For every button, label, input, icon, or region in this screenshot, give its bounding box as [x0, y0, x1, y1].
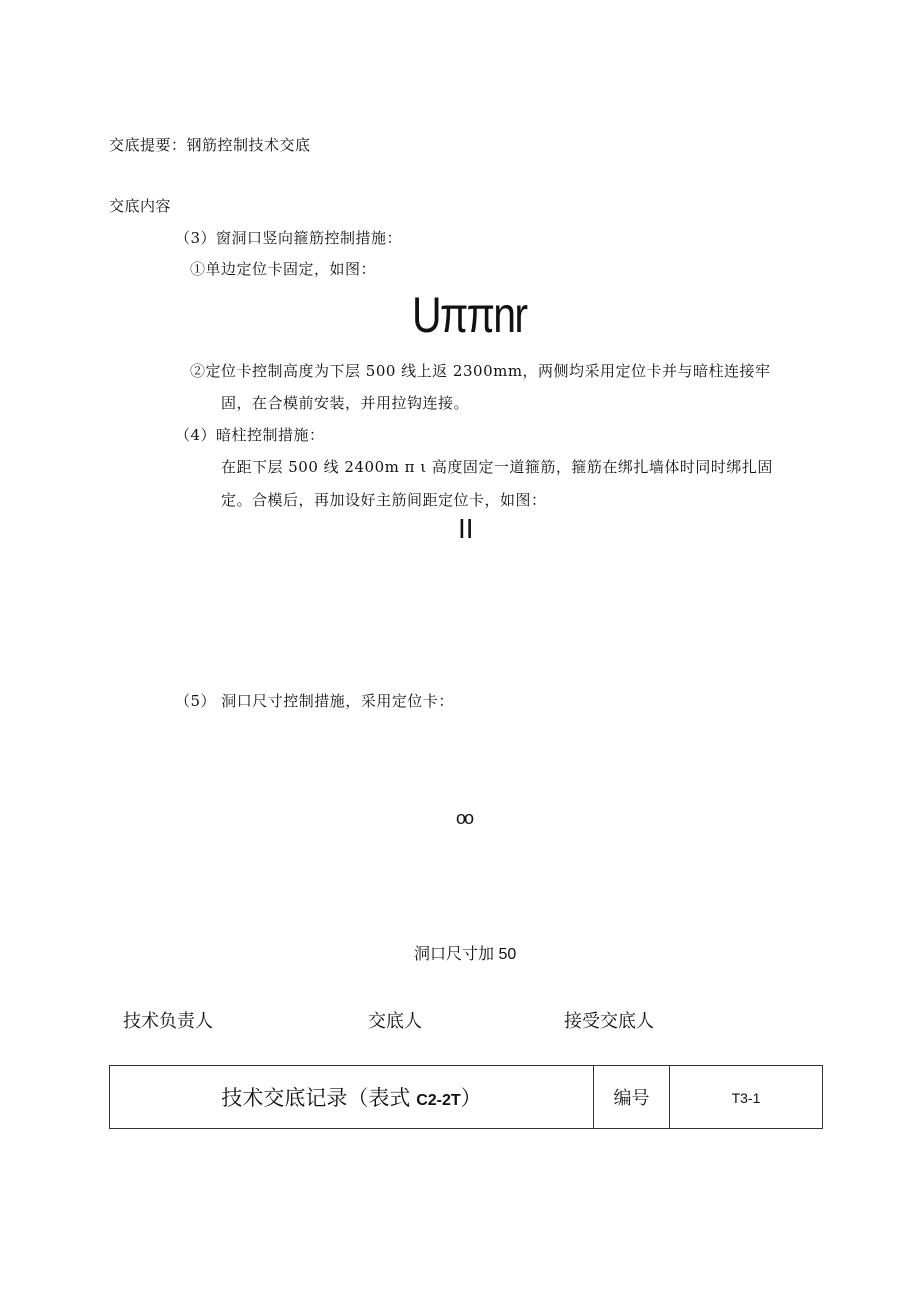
signature-presenter: 交底人: [368, 1011, 422, 1031]
section-3-item-2-line-2: 固，在合模前安装，并用拉钩连接。: [221, 394, 470, 412]
column-spacing-figure: II: [458, 513, 474, 544]
record-title-prefix: 技术交底记录（表式: [221, 1087, 417, 1110]
section-4-line-1: 在距下层 500 线 2400m π ι 高度固定一道箍筋，箍筋在绑扎墙体时同时绑扎固: [221, 458, 773, 476]
section-5-heading: （5） 洞口尺寸控制措施，采用定位卡：: [175, 692, 454, 710]
section-3-item-1: ①单边定位卡固定，如图：: [190, 260, 377, 278]
record-number-label: 编号: [613, 1088, 650, 1108]
disclosure-content-label: 交底内容: [109, 197, 172, 215]
section-3-heading: （3）窗洞口竖向箍筋控制措施：: [175, 229, 403, 247]
record-title-code: C2-2T: [416, 1092, 461, 1109]
record-header-table: [109, 1065, 823, 1129]
record-number-value-cell: [670, 1066, 823, 1129]
section-4-heading: （4）暗柱控制措施：: [175, 426, 325, 444]
opening-size-caption: 洞口尺寸加 50: [414, 946, 517, 963]
record-title-cell: [110, 1066, 594, 1129]
positioning-card-figure: Uππnr: [412, 287, 527, 343]
record-number-label-cell: [594, 1066, 670, 1129]
signature-receiver: 接受交底人: [564, 1011, 654, 1031]
signature-tech-lead: 技术负责人: [123, 1011, 213, 1031]
section-3-item-2-line-1: ②定位卡控制高度为下层 500 线上返 2300mm，两侧均采用定位卡并与暗柱连接牢: [190, 362, 771, 380]
record-title-suffix: ）: [460, 1087, 482, 1110]
record-number-value: T3-1: [731, 1089, 761, 1106]
section-4-line-2: 定。合模后，再加设好主筋间距定位卡，如图：: [221, 491, 547, 509]
disclosure-summary: 交底提要：钢筋控制技术交底: [109, 136, 311, 154]
opening-card-figure: oo: [456, 808, 473, 828]
